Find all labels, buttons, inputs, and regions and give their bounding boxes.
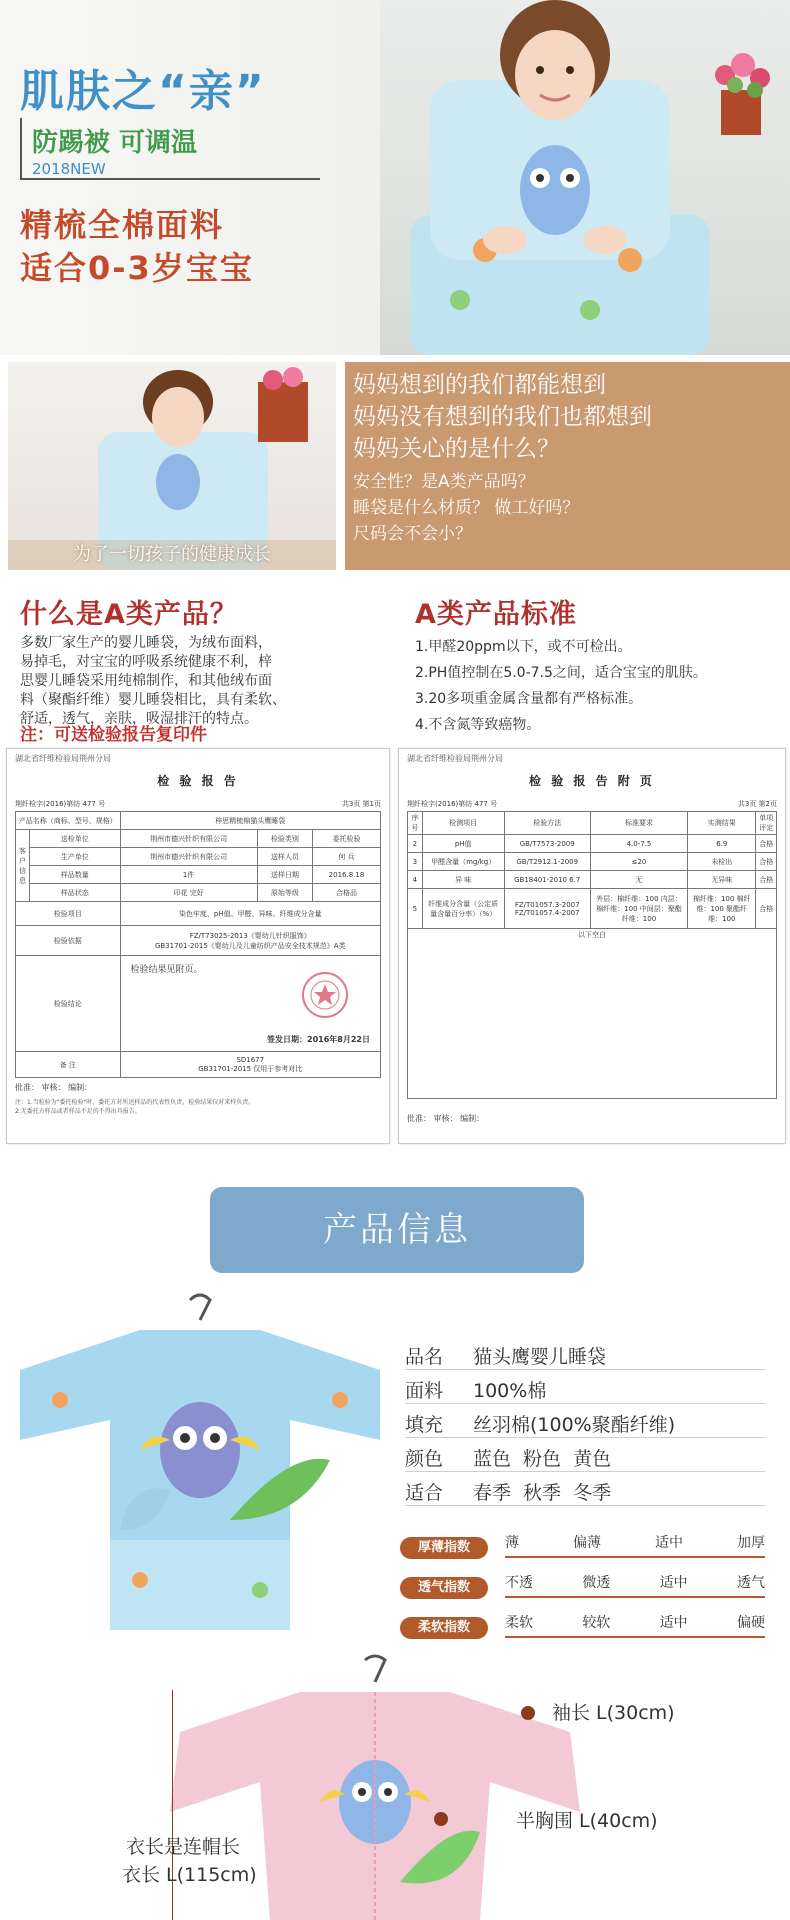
report-org: 湖北省纤维检验局荆州分局: [15, 754, 111, 763]
standard-item: 4.不含氮等致癌物。: [415, 717, 541, 733]
photo-caption: 为了一切孩子的健康成长: [8, 540, 336, 570]
cell: 产品名称（商标、型号、规格）: [16, 812, 121, 830]
product-info-banner: 产品信息: [210, 1187, 584, 1273]
basis-line: FZ/T73025-2013《婴幼儿针织服饰》: [189, 931, 311, 940]
hero-year: 2018NEW: [32, 160, 106, 178]
cell: 送样日期: [257, 866, 312, 884]
level: 不透: [505, 1575, 533, 1591]
cell: 印花 完好: [120, 884, 257, 902]
hero-age-line: 适合0-3岁宝宝: [20, 249, 254, 287]
spec-value: 猫头鹰婴儿睡袋: [473, 1346, 607, 1368]
spec-fabric-row: [405, 1372, 765, 1404]
standard-item: 2.PH值控制在5.0-7.5之间，适合宝宝的肌肤。: [415, 665, 707, 681]
level: 偏硬: [736, 1615, 765, 1631]
half-chest: 半胸围 L(40cm): [516, 1810, 658, 1832]
cell: 荆州市德兴针织有限公司: [120, 830, 257, 848]
standard-item: 1.甲醛20ppm以下，或不可检出。: [415, 639, 632, 655]
report-org: 湖北省纤维检验局荆州分局: [407, 754, 503, 763]
spec-color-row: [405, 1440, 765, 1472]
spec-key: 品名: [405, 1346, 444, 1368]
cell: 2: [408, 835, 423, 853]
official-seal-icon: [300, 970, 350, 1020]
report-page: 共3页 第1页: [341, 800, 381, 808]
cell: 4.0-7.5: [590, 835, 687, 853]
cell: 生产单位: [30, 848, 121, 866]
spec-value: 春季 秋季 冬季: [473, 1482, 612, 1504]
inspection-report-page-2: [398, 748, 786, 1144]
report-footnote: 2.无委托方样品或者样品不足的不得出具报告。: [15, 1108, 141, 1115]
cell: 无: [590, 871, 687, 889]
desc-line: 舒适，透气，亲肤，吸湿排汗的特点。: [20, 711, 258, 727]
hero-banner: [0, 0, 790, 355]
cell: 送样人员: [257, 848, 312, 866]
concern-line-2: 妈妈没有想到的我们也都想到: [353, 404, 652, 430]
hero-title: 肌肤之“亲”: [20, 66, 266, 117]
cell: GB/T2912.1-2009: [504, 853, 590, 871]
breathability-scale: [505, 1572, 765, 1598]
standards-list: [415, 634, 785, 738]
thickness-scale: [505, 1532, 765, 1558]
header-cell: 检验方法: [504, 812, 590, 835]
cell: 合格: [756, 889, 777, 929]
concern-line-3: 妈妈关心的是什么？: [353, 436, 560, 462]
report-page: 共3页 第2页: [737, 800, 777, 808]
header-cell: 序号: [408, 812, 423, 835]
softness-index-label: 柔软指数: [400, 1617, 488, 1639]
spec-season-row: [405, 1474, 765, 1506]
child-photo-small: [8, 362, 336, 570]
breathability-index-label: 透气指数: [400, 1577, 488, 1599]
desc-line: 思婴儿睡袋采用纯棉制作，和其他绒布面: [20, 673, 272, 689]
cell: 客户信息: [16, 830, 30, 902]
cell: 样品数量: [30, 866, 121, 884]
report-results-table: [407, 811, 777, 1099]
desc-line: 料（聚酯纤维）婴儿睡袋相比，具有柔软、: [20, 692, 286, 708]
cell: 未检出: [688, 853, 756, 871]
cell: 检验类别: [257, 830, 312, 848]
inspection-report-page-1: [6, 748, 390, 1144]
cell: [120, 926, 380, 956]
cell: 外层：棉纤维：100 内层：棉纤维：100 中间层：聚酯纤维：100: [590, 889, 687, 929]
report-footnote: 注：1.当检验为"委托检验"时，委托方对所送样品的代表性负责，检验结果仅对来样负责。: [15, 1099, 255, 1106]
child-in-sleeping-bag-photo: [390, 0, 720, 355]
cell: 3: [408, 853, 423, 871]
report-table: [15, 811, 381, 1078]
cell: 染色牢度、pH值、甲醛、异味、纤维成分含量: [120, 902, 380, 926]
remark-line: GB31701-2015 仅用于参考对比: [198, 1064, 303, 1073]
spec-value: 丝羽棉(100%聚酯纤维): [473, 1414, 676, 1436]
cell: 甲醛含量（mg/kg）: [422, 853, 504, 871]
mom-concerns-panel: [345, 362, 790, 570]
a-class-standard-heading: A类产品标准: [415, 599, 577, 630]
cell: 合格: [756, 871, 777, 889]
hero-subtitle: 防踢被 可调温: [32, 128, 198, 158]
report-signatures: 批准： 审核： 编制：: [15, 1083, 93, 1092]
cell: 原始等级: [257, 884, 312, 902]
cell: 检验结论: [16, 956, 121, 1052]
level: 适中: [659, 1615, 688, 1631]
report-signatures: 批准： 审核： 编制：: [407, 1114, 485, 1123]
cell: 检验依据: [16, 926, 121, 956]
child-photo-illustration: [8, 362, 336, 570]
cell: 备 注: [16, 1052, 121, 1078]
spec-key: 填充: [405, 1414, 444, 1436]
cell: 梓思精梳棉猫头鹰睡袋: [120, 812, 380, 830]
cell: [120, 1052, 380, 1078]
cell: 6.9: [688, 835, 756, 853]
report-number: 荆纤检字(2016)第纺 477 号: [15, 800, 106, 808]
cell: 1件: [120, 866, 257, 884]
cell: 样品状态: [30, 884, 121, 902]
cell: ≤20: [590, 853, 687, 871]
cell: FZ/T01057.3-2007 FZ/T01057.4-2007: [504, 889, 590, 929]
hero-fabric-line: 精梳全棉面料: [20, 206, 225, 244]
report-number-row: [15, 799, 381, 809]
chest-marker: [434, 1812, 448, 1826]
issue-date: 签发日期：2016年8月22日: [267, 1035, 370, 1044]
cell: 荆州市德兴针织有限公司: [120, 848, 257, 866]
cell: 合格品: [312, 884, 380, 902]
spec-filling-row: [405, 1406, 765, 1438]
question-2: 睡袋是什么材质？ 做工好吗？: [353, 498, 580, 518]
a-class-description: [20, 634, 340, 729]
cell: 检验项目: [16, 902, 121, 926]
report-title: 检 验 报 告 附 页: [529, 774, 655, 788]
report-title: 检 验 报 告: [157, 774, 239, 788]
spec-name-row: [405, 1338, 765, 1370]
remark-line: SD1677: [236, 1055, 265, 1064]
level: 透气: [736, 1575, 765, 1591]
garment-length: 衣长 L(115cm): [122, 1864, 257, 1886]
level: 适中: [655, 1535, 683, 1551]
report-copy-note: 注：可送检验报告复印件: [20, 725, 207, 745]
cell: GB18401-2010 6.7: [504, 871, 590, 889]
flower-pot-decoration: [705, 30, 777, 140]
question-1: 安全性？是A类产品吗？: [353, 472, 535, 492]
cell: 4: [408, 871, 423, 889]
level: 偏薄: [573, 1535, 601, 1551]
cell: 5: [408, 889, 423, 929]
cell: 何 兵: [312, 848, 380, 866]
level: 适中: [659, 1575, 688, 1591]
report-number: 荆纤检字(2016)第纺 477 号: [407, 800, 498, 808]
cell: pH值: [422, 835, 504, 853]
length-note: 衣长是连帽长: [126, 1836, 241, 1858]
sleeve-length: 袖长 L(30cm): [552, 1702, 675, 1724]
cell: 合格: [756, 853, 777, 871]
header-cell: 实测结果: [688, 812, 756, 835]
desc-line: 易掉毛，对宝宝的呼吸系统健康不利，梓: [20, 654, 272, 670]
cell: 无异味: [688, 871, 756, 889]
cell: 委托检验: [312, 830, 380, 848]
spec-value: 100%棉: [473, 1380, 547, 1402]
level: 薄: [505, 1535, 519, 1551]
cell: 棉纤维：100 棉纤维：100 聚酯纤维：100: [688, 889, 756, 929]
cell: 纤维成分含量（公定质量含量百分率）（%）: [422, 889, 504, 929]
conclusion-text: 检验结果见附页。: [130, 965, 203, 975]
level: 微透: [582, 1575, 611, 1591]
header-cell: 检测项目: [422, 812, 504, 835]
blank-area: [408, 929, 777, 1099]
level: 柔软: [505, 1615, 533, 1631]
question-3: 尺码会不会小？: [353, 524, 472, 544]
cell: 2016.8.18: [312, 866, 380, 884]
standard-item: 3.20多项重金属含量都有严格标准。: [415, 691, 643, 707]
spec-key: 适合: [405, 1482, 444, 1504]
level: 加厚: [737, 1535, 765, 1551]
basis-line: GB31701-2015《婴幼儿及儿童纺织产品安全技术规范》A类: [154, 941, 346, 950]
level: 较软: [582, 1615, 611, 1631]
cell: 送检单位: [30, 830, 121, 848]
sleeve-marker: [521, 1706, 535, 1720]
header-cell: 单项评定: [756, 812, 777, 835]
blue-sleeping-bag-image: [0, 1290, 400, 1660]
cell: [120, 956, 380, 1052]
spec-value: 蓝色 粉色 黄色: [473, 1448, 612, 1470]
softness-scale: [505, 1612, 765, 1638]
blank-text: 以下空白: [578, 931, 606, 939]
cell: GB/T7573-2009: [504, 835, 590, 853]
cell: 异 味: [422, 871, 504, 889]
thickness-index-label: 厚薄指数: [400, 1537, 488, 1559]
report-number-row: [407, 799, 777, 809]
cell: 合格: [756, 835, 777, 853]
spec-key: 面料: [405, 1380, 444, 1402]
header-cell: 标准要求: [590, 812, 687, 835]
what-is-a-class-heading: 什么是A类产品？: [20, 599, 238, 630]
concern-line-1: 妈妈想到的我们都能想到: [353, 372, 606, 398]
desc-line: 多数厂家生产的婴儿睡袋，为绒布面料，: [20, 635, 272, 651]
spec-key: 颜色: [405, 1448, 444, 1470]
